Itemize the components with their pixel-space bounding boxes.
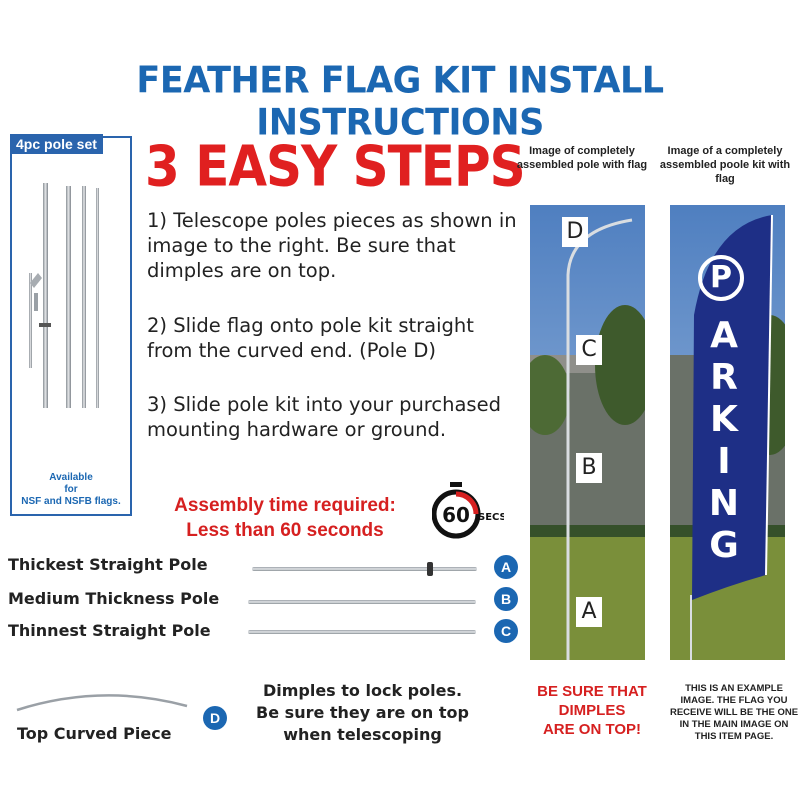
timer-unit: SECS [478,512,504,523]
availability-note [12,472,130,508]
pole-set-box [10,136,132,516]
flag-letter: N [708,483,740,524]
pole-letter-c: C [576,335,602,365]
pole-a-image [252,567,477,571]
dimples-note [250,680,475,746]
warning-line: ARE ON TOP! [542,721,642,738]
flag-letter: P [710,260,732,295]
dimples-line: when telescoping [283,725,442,744]
pole-a-badge: A [494,555,518,579]
pole-letter-d: D [562,217,588,247]
caption-left: Image of completely assembled pole with flag [516,145,648,171]
pole-b-badge: B [494,587,518,611]
pole-b-label: Medium Thickness Pole [8,589,220,608]
pole-letter-a: A [576,597,602,627]
timer-value: 60 [442,503,470,527]
page-title: FEATHER FLAG KIT INSTALL INSTRUCTIONS [136,60,664,144]
steps-title: 3 EASY STEPS [145,134,525,199]
pole-a-label: Thickest Straight Pole [8,555,208,574]
stopwatch-icon [432,482,504,547]
pole-b-image [248,600,476,604]
dimples-warning [522,682,662,739]
pole-set-illustration [12,138,130,514]
warning-line: DIMPLES [558,702,626,719]
pole-set-label: 4pc pole set [10,134,103,154]
pole-c-image [248,630,476,634]
step-1: 1) Telescope poles pieces as shown in image to the right. Be sure that dimples are on top. [147,209,517,282]
flag-letter: A [710,315,738,356]
caption-right: Image of a completely assembled poole kit with flag [659,145,791,185]
availability-line: NSF and NSFB flags. [21,496,121,507]
pole-c-label: Thinnest Straight Pole [8,621,211,640]
curved-pole-label: Top Curved Piece [17,724,172,743]
curved-pole-image [12,688,192,718]
flag-letter: G [709,525,739,566]
pole-c-badge: C [494,619,518,643]
availability-line: for [64,484,78,495]
dimples-line: Dimples to lock poles. [262,681,463,700]
step-2: 2) Slide flag onto pole kit straight from the curved end. (Pole D) [147,314,474,362]
pole-a-clip [427,562,433,576]
flag-letter: R [710,357,738,398]
assembly-time [150,493,420,543]
assembly-line: Less than 60 seconds [186,520,384,541]
flag-letter: K [710,399,738,440]
pole-d-badge: D [203,706,227,730]
flag-photo [670,205,785,660]
availability-line: Available [49,472,93,483]
dimples-line: Be sure they are on top [256,703,469,722]
example-disclaimer: THIS IS AN EXAMPLE IMAGE. THE FLAG YOU RECEIVE WILL BE THE ONE IN THE MAIN IMAGE ON THIS ITEM PAGE. [669,683,799,742]
pole-letter-b: B [576,453,602,483]
step-3: 3) Slide pole kit into your purchased mounting hardware or ground. [147,393,501,441]
warning-line: BE SURE THAT [537,683,647,700]
flag-letter: I [717,441,731,482]
assembled-pole-photo [530,205,645,660]
assembly-line: Assembly time required: [174,495,396,516]
